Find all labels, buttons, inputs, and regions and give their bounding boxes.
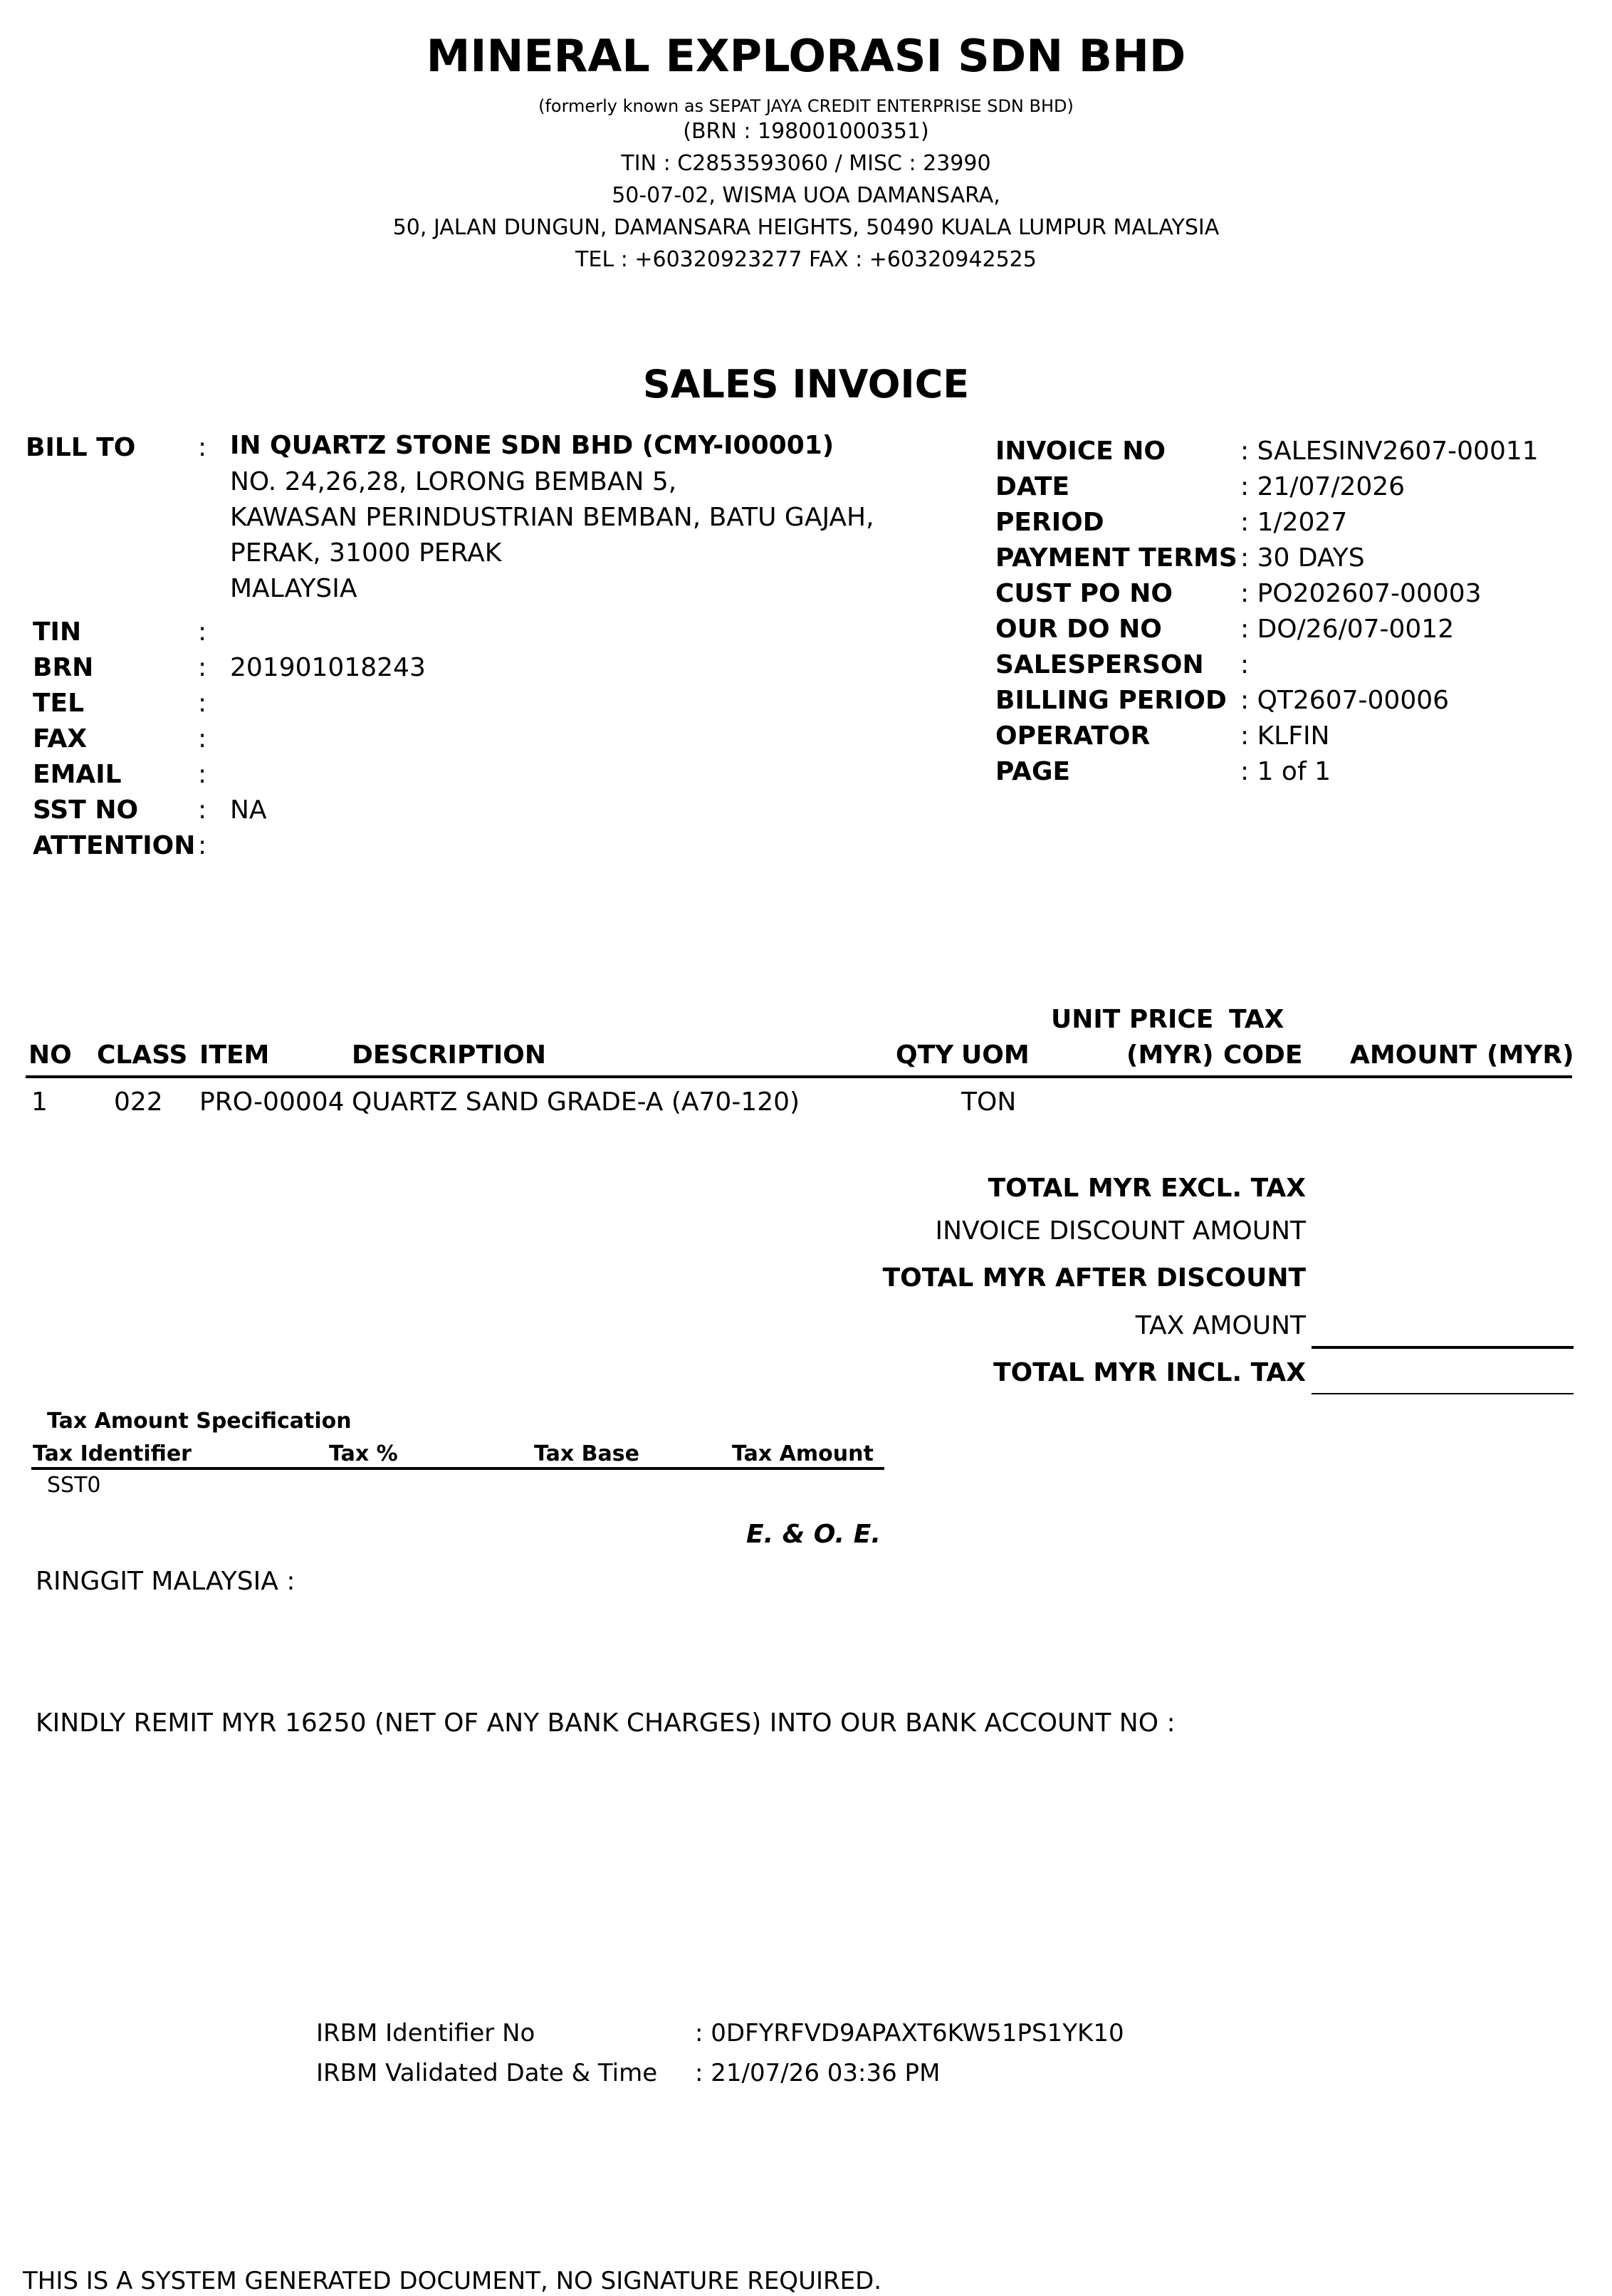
field-colon: :	[198, 760, 207, 789]
col-header-unit-price-currency: (MYR)	[1126, 1040, 1214, 1070]
bill-to-address-line: NO. 24,26,28, LORONG BEMBAN 5,	[230, 467, 677, 496]
field-label-attention: ATTENTION	[33, 831, 196, 860]
info-label: PAGE	[995, 757, 1071, 786]
field-label-sst: SST NO	[33, 795, 139, 825]
bill-to-address-line: PERAK, 31000 PERAK	[230, 538, 502, 568]
tax-spec-header-base: Tax Base	[534, 1441, 639, 1466]
bill-to-colon: :	[198, 433, 207, 462]
tax-amount-rule	[1312, 1346, 1574, 1349]
company-contact: TEL : +60320923277 FAX : +60320942525	[575, 247, 1037, 272]
field-label-brn: BRN	[33, 653, 94, 682]
field-colon: :	[198, 617, 207, 647]
total-excl-tax-label: TOTAL MYR EXCL. TAX	[988, 1174, 1306, 1203]
info-label: PERIOD	[995, 508, 1104, 537]
cell-class: 022	[114, 1087, 163, 1117]
info-value: : 1 of 1	[1240, 757, 1331, 786]
field-label-fax: FAX	[33, 724, 88, 753]
info-label: OUR DO NO	[995, 615, 1162, 644]
info-label: SALESPERSON	[995, 650, 1204, 679]
col-header-amount: AMOUNT	[1350, 1040, 1477, 1070]
col-header-unit-price: UNIT PRICE	[1051, 1005, 1214, 1034]
bill-to-label: BILL TO	[26, 433, 136, 462]
total-after-discount-label: TOTAL MYR AFTER DISCOUNT	[882, 1263, 1306, 1293]
info-label: CUST PO NO	[995, 579, 1173, 608]
field-colon: :	[198, 689, 207, 718]
irbm-date-label: IRBM Validated Date & Time	[316, 2059, 658, 2087]
tax-spec-header-identifier: Tax Identifier	[33, 1441, 192, 1466]
field-value-brn: 201901018243	[230, 653, 426, 682]
col-header-no: NO	[28, 1040, 72, 1070]
field-label-email: EMAIL	[33, 760, 122, 789]
company-address-2: 50, JALAN DUNGUN, DAMANSARA HEIGHTS, 50490 KUALA LUMPUR MALAYSIA	[392, 215, 1220, 240]
info-label: PAYMENT TERMS	[995, 543, 1237, 573]
company-name: MINERAL EXPLORASI SDN BHD	[426, 30, 1186, 82]
document-title: SALES INVOICE	[642, 362, 970, 407]
company-tin: TIN : C2853593060 / MISC : 23990	[621, 151, 991, 176]
system-generated-footer: THIS IS A SYSTEM GENERATED DOCUMENT, NO SIGNATURE REQUIRED.	[23, 2267, 882, 2295]
info-value: : QT2607-00006	[1240, 686, 1450, 715]
col-header-item: ITEM	[199, 1040, 270, 1070]
tax-spec-header-percent: Tax %	[329, 1441, 398, 1466]
company-brn: (BRN : 198001000351)	[683, 119, 929, 144]
bill-to-address-line: MALAYSIA	[230, 574, 357, 603]
field-colon: :	[198, 795, 207, 825]
cell-no: 1	[31, 1087, 48, 1117]
field-label-tin: TIN	[33, 617, 82, 647]
info-label: BILLING PERIOD	[995, 686, 1227, 715]
info-value: :	[1240, 650, 1250, 679]
field-colon: :	[198, 653, 207, 682]
table-header-rule	[26, 1075, 1572, 1078]
info-value: : 1/2027	[1240, 508, 1348, 537]
info-label: OPERATOR	[995, 721, 1151, 751]
cell-uom: TON	[961, 1087, 1017, 1117]
irbm-id-value: : 0DFYRFVD9APAXT6KW51PS1YK10	[695, 2019, 1124, 2047]
cell-item: PRO-00004	[199, 1087, 345, 1117]
info-label: INVOICE NO	[995, 437, 1166, 466]
ringgit-malaysia: RINGGIT MALAYSIA :	[36, 1567, 295, 1596]
info-value: : DO/26/07-0012	[1240, 615, 1455, 644]
col-header-tax: TAX	[1229, 1005, 1284, 1034]
col-header-class: CLASS	[97, 1040, 188, 1070]
bill-to-address-line: KAWASAN PERINDUSTRIAN BEMBAN, BATU GAJAH,	[230, 503, 874, 532]
cell-description: QUARTZ SAND GRADE-A (A70-120)	[352, 1087, 800, 1117]
irbm-id-label: IRBM Identifier No	[316, 2019, 535, 2047]
company-formerly: (formerly known as SEPAT JAYA CREDIT ENTERPRISE SDN BHD)	[538, 96, 1074, 116]
field-colon: :	[198, 724, 207, 753]
info-value: : 30 DAYS	[1240, 543, 1365, 573]
remit-instruction: KINDLY REMIT MYR 16250 (NET OF ANY BANK CHARGES) INTO OUR BANK ACCOUNT NO :	[36, 1708, 1176, 1738]
bill-to-name: IN QUARTZ STONE SDN BHD (CMY-I00001)	[230, 431, 834, 460]
col-header-tax-code: CODE	[1223, 1040, 1303, 1070]
tax-spec-header-rule	[31, 1467, 884, 1470]
info-value: : KLFIN	[1240, 721, 1330, 751]
field-label-tel: TEL	[33, 689, 85, 718]
field-colon: :	[198, 831, 207, 860]
discount-label: INVOICE DISCOUNT AMOUNT	[935, 1216, 1306, 1246]
col-header-qty: QTY	[896, 1040, 954, 1070]
eoe-note: E. & O. E.	[746, 1520, 881, 1549]
total-incl-tax-label: TOTAL MYR INCL. TAX	[993, 1358, 1306, 1387]
info-value: : 21/07/2026	[1240, 472, 1406, 501]
irbm-date-value: : 21/07/26 03:36 PM	[695, 2059, 941, 2087]
total-incl-tax-rule	[1312, 1393, 1574, 1394]
tax-amount-label: TAX AMOUNT	[1135, 1311, 1306, 1340]
info-value: : PO202607-00003	[1240, 579, 1482, 608]
field-value-sst: NA	[230, 795, 267, 825]
col-header-amount-currency: (MYR)	[1487, 1040, 1574, 1070]
info-label: DATE	[995, 472, 1070, 501]
tax-spec-header-amount: Tax Amount	[732, 1441, 874, 1466]
col-header-uom: UOM	[961, 1040, 1030, 1070]
company-address-1: 50-07-02, WISMA UOA DAMANSARA,	[612, 183, 1000, 208]
tax-spec-title: Tax Amount Specification	[47, 1409, 352, 1434]
info-value: : SALESINV2607-00011	[1240, 437, 1539, 466]
tax-spec-cell-identifier: SST0	[47, 1473, 101, 1498]
col-header-description: DESCRIPTION	[352, 1040, 547, 1070]
